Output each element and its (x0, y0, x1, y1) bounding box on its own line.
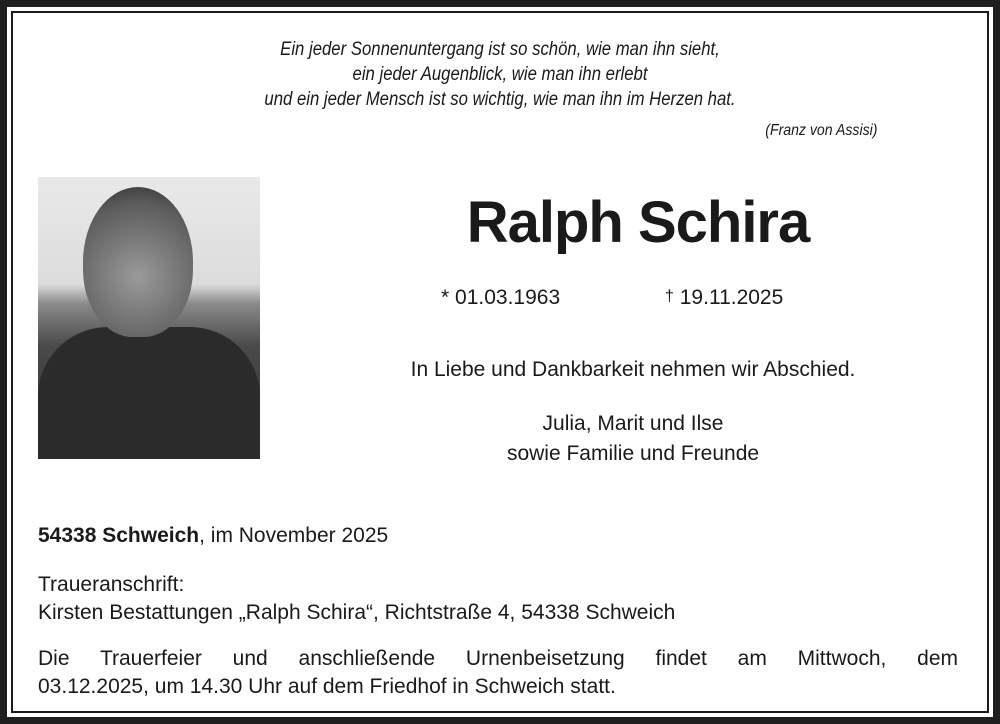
ceremony-line: Die Trauerfeier und anschließende Urnenbeisetzung findet am Mittwoch, dem (38, 647, 958, 670)
address-text: Kirsten Bestattungen „Ralph Schira“, Richtstraße 4, 54338 Schweich (38, 601, 676, 624)
quote-line: ein jeder Augenblick, wie man ihn erlebt (352, 64, 648, 85)
place-city: 54338 Schweich (38, 524, 200, 547)
place-month: , im November 2025 (199, 524, 389, 547)
birth-date-text: 01.03.1963 (455, 286, 561, 309)
cross-icon: † (665, 288, 674, 305)
quote-author: (Franz von Assisi) (764, 122, 877, 139)
mourners-line: Julia, Marit und Ilse (542, 412, 724, 435)
mourners (333, 409, 933, 469)
notice-content (11, 11, 989, 713)
place-date (38, 522, 388, 550)
address-label: Traueranschrift: (38, 573, 185, 596)
death-date-text: 19.11.2025 (679, 286, 784, 309)
deceased-name: Ralph Schira (466, 190, 810, 255)
quote-line: und ein jeder Mensch ist so wichtig, wie man ihn im Herzen hat. (264, 89, 736, 110)
quote-line: Ein jeder Sonnenuntergang ist so schön, wie man ihn sieht, (280, 39, 720, 60)
address (38, 571, 675, 627)
ceremony-line: 03.12.2025, um 14.30 Uhr auf dem Friedhof in Schweich statt. (38, 675, 616, 698)
quote (71, 37, 928, 112)
birth-date (441, 286, 560, 310)
death-date (665, 286, 783, 310)
portrait-photo (38, 177, 260, 459)
birth-star-icon: * (441, 286, 450, 309)
farewell-text: In Liebe und Dankbarkeit nehmen wir Abschied. (410, 358, 856, 381)
ceremony (38, 645, 958, 701)
mourners-line: sowie Familie und Freunde (506, 442, 760, 465)
notice-frame (7, 7, 993, 717)
